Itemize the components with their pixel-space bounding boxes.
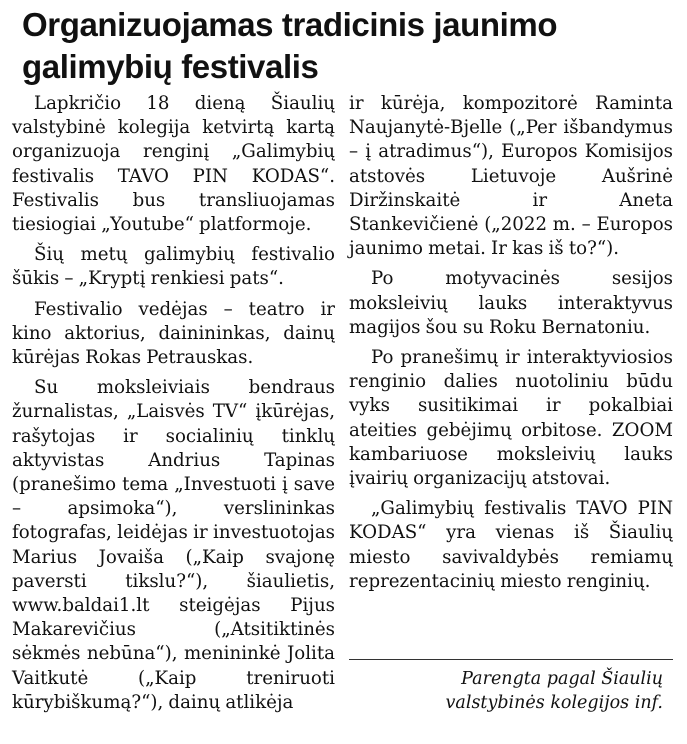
article-paragraph: Festivalio vedėjas – teatro ir kino aktorius, dainininkas, dainų kūrėjas Rokas Petrauskas. — [12, 298, 335, 369]
article-paragraph: Šių metų galimybių festivalio šūkis – „Kryptį renkiesi pats“. — [12, 244, 335, 290]
credit-line: valstybinės kolegijos inf. — [445, 693, 663, 713]
article-headline: Organizuojamas tradicinis jaunimo galimybių festivalis — [22, 6, 558, 85]
article-paragraph: „Galimybių festivalis TAVO PIN KODAS“ yra vienas iš Šiaulių miesto savivaldybės remiamų reprezentacinių miesto renginių. — [349, 498, 673, 592]
article-column-right — [349, 92, 673, 594]
article-paragraph: Po motyvacinės sesijos moksleivių lauks interaktyvus magijos šou su Roku Bernatoniu. — [349, 268, 673, 338]
credit-divider — [349, 659, 673, 660]
article-paragraph: Po pranešimų ir interaktyviosios renginio dalies nuotoliniu būdu vyks susitikimai ir pokalbiai ateities gebėjimų orbitose. ZOOM kambariuose moksleivių lauks įvairių organizacijų atstovai. — [349, 347, 673, 490]
article-paragraph: Su moksleiviais bendraus žurnalistas, „Laisvės TV“ įkūrėjas, rašytojas ir socialinių tinklų aktyvistas Andrius Tapinas (pranešimo tema „Investuoti į save – apsimoka“), verslininkas fotografas, leidėjas ir investuotojas Marius Jovaiša („Kaip svajonę paversti tikslu?“), šiaulietis, www.baldai1.lt steigėjas Pijus Makarevičius („Atsitiktinės sėkmės nebūna“), menininkė Jolita Vaitkutė („Kaip treniruoti kūrybiškumą?“), dainų atlikėja — [12, 377, 335, 713]
credit-line: Parengta pagal Šiaulių — [461, 669, 663, 689]
article-credit — [349, 667, 663, 715]
article-column-left — [12, 92, 335, 715]
article-paragraph: ir kūrėja, kompozitorė Raminta Naujanytė-Bjelle („Per išbandymus – į atradimus“), Europos Komisijos atstovės Lietuvoje Aušrinė Diržinskaitė ir Aneta Stankevičienė („2022 m. – Europos jaunimo metai. Ir kas iš to?“). — [349, 93, 673, 260]
article-paragraph: Lapkričio 18 dieną Šiaulių valstybinė kolegija ketvirtą kartą organizuoja renginį „Galimybių festivalis TAVO PIN KODAS“. Festivalis bus transliuojamas tiesiogiai „Youtube“ platformoje. — [12, 93, 335, 236]
